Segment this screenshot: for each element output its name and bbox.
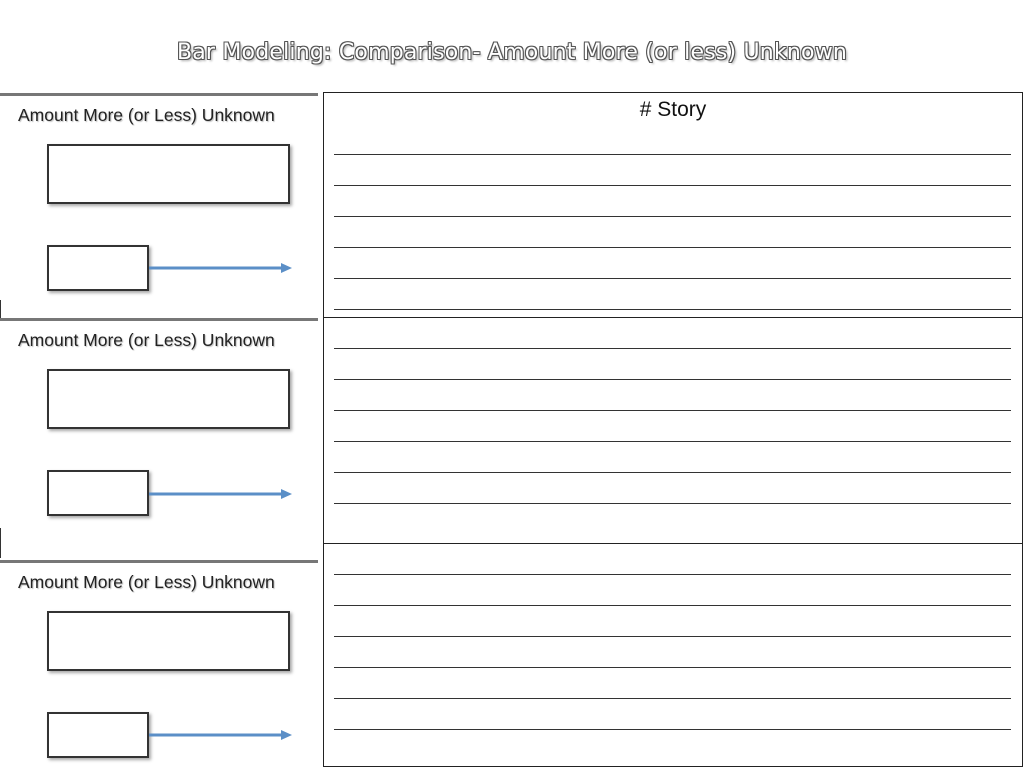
larger-amount-bar[interactable] xyxy=(47,611,290,671)
larger-amount-bar[interactable] xyxy=(47,369,290,429)
panel-label: Amount More (or Less) Unknown xyxy=(18,572,275,592)
writing-line[interactable] xyxy=(334,698,1011,699)
writing-line[interactable] xyxy=(334,379,1011,380)
writing-line[interactable] xyxy=(334,636,1011,637)
left-edge-tick xyxy=(0,528,1,558)
writing-line[interactable] xyxy=(334,410,1011,411)
writing-line[interactable] xyxy=(334,503,1011,504)
writing-line[interactable] xyxy=(334,185,1011,186)
panel-label: Amount More (or Less) Unknown xyxy=(18,105,275,125)
writing-line[interactable] xyxy=(334,729,1011,730)
row-divider-1 xyxy=(323,317,1023,318)
panel-top-rule xyxy=(0,93,318,96)
left-edge-tick xyxy=(0,300,1,318)
writing-line[interactable] xyxy=(334,154,1011,155)
panel-top-rule xyxy=(0,560,318,563)
writing-line[interactable] xyxy=(334,667,1011,668)
difference-arrow-icon xyxy=(149,488,293,500)
smaller-amount-bar[interactable] xyxy=(47,712,149,758)
writing-line[interactable] xyxy=(334,309,1011,310)
story-writing-grid xyxy=(323,92,1023,767)
writing-line[interactable] xyxy=(334,574,1011,575)
writing-line[interactable] xyxy=(334,247,1011,248)
panel-label: Amount More (or Less) Unknown xyxy=(18,330,275,350)
writing-line[interactable] xyxy=(334,605,1011,606)
writing-line[interactable] xyxy=(334,216,1011,217)
writing-line[interactable] xyxy=(334,278,1011,279)
writing-line[interactable] xyxy=(334,472,1011,473)
difference-arrow-icon xyxy=(149,729,293,741)
writing-line[interactable] xyxy=(334,348,1011,349)
difference-arrow-icon xyxy=(149,262,293,274)
smaller-amount-bar[interactable] xyxy=(47,470,149,516)
page-title: Bar Modeling: Comparison- Amount More (or less) Unknown xyxy=(176,40,848,65)
smaller-amount-bar[interactable] xyxy=(47,245,149,291)
row-divider-2 xyxy=(323,543,1023,544)
larger-amount-bar[interactable] xyxy=(47,144,290,204)
story-header: # Story xyxy=(639,98,707,121)
writing-line[interactable] xyxy=(334,441,1011,442)
panel-top-rule xyxy=(0,318,318,321)
